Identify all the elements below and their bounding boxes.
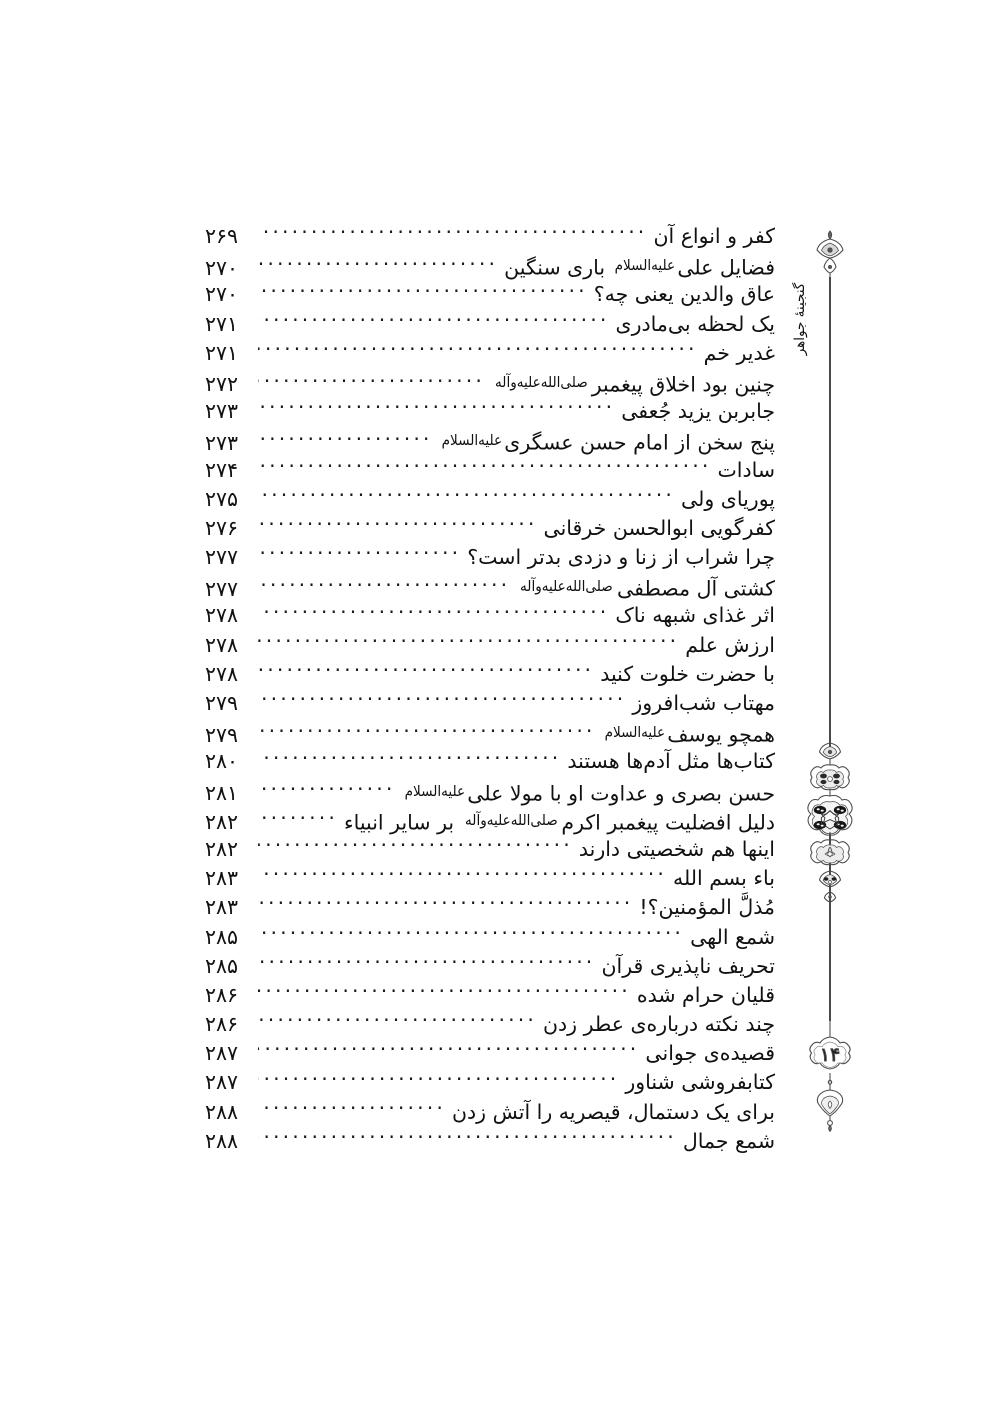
toc-leader-dots xyxy=(258,398,615,419)
toc-entry-title: مُذلَّ المؤمنین؟! xyxy=(639,895,775,920)
toc-entry-page-number: ۲۷۳ xyxy=(205,399,239,424)
toc-entry-title: کفرگویی ابوالحسن خرقانی xyxy=(543,515,775,540)
toc-entry[interactable] xyxy=(205,485,775,514)
toc-entry[interactable] xyxy=(205,747,775,776)
toc-entry-page-number: ۲۷۱ xyxy=(205,311,239,336)
toc-entry-title: برای یک دستمال، قیصریه را آتش زدن xyxy=(452,1099,775,1124)
toc-entry-page-number: ۲۷۶ xyxy=(205,515,239,540)
toc-leader-dots xyxy=(258,281,588,302)
toc-leader-dots xyxy=(258,1040,639,1061)
ornamental-side-column xyxy=(778,225,882,1165)
toc-leader-dots xyxy=(258,779,396,800)
svg-text:۱۴: ۱۴ xyxy=(819,1044,841,1066)
toc-entry[interactable] xyxy=(205,572,775,601)
toc-entry-page-number: ۲۸۶ xyxy=(205,1012,239,1037)
toc-leader-dots xyxy=(258,1069,619,1090)
persian-illumination-ornament xyxy=(778,225,882,1185)
toc-entry-title: دلیل افضلیت پیغمبر اکرمصلی‌الله‌علیه‌وآله بر سایر انبیاء xyxy=(340,806,775,838)
running-title: گنجینهٔ جواهر xyxy=(792,282,808,356)
toc-leader-dots xyxy=(258,690,626,711)
toc-entry-page-number: ۲۷۵ xyxy=(205,486,239,511)
toc-entry[interactable] xyxy=(205,777,775,806)
toc-entry[interactable] xyxy=(205,1039,775,1068)
toc-entry[interactable] xyxy=(205,1010,775,1039)
toc-entry[interactable] xyxy=(205,952,775,981)
toc-entry-page-number: ۲۸۲ xyxy=(205,810,239,835)
toc-entry-title: غدیر خم xyxy=(703,340,775,365)
toc-entry[interactable] xyxy=(205,718,775,747)
toc-entry-page-number: ۲۷۴ xyxy=(205,457,239,482)
toc-leader-dots xyxy=(258,721,596,742)
toc-entry[interactable] xyxy=(205,339,775,368)
toc-entry-page-number: ۲۷۲ xyxy=(205,372,239,397)
toc-entry-page-number: ۲۷۰ xyxy=(205,255,239,280)
toc-leader-dots xyxy=(258,748,561,769)
toc-entry-title: حسن بصری و عداوت او با مولا علیعلیه‌السلام xyxy=(398,777,775,809)
toc-leader-dots xyxy=(258,1127,677,1148)
toc-entry-title-continued: بر سایر انبیاء xyxy=(343,810,461,835)
honorific-glyph: صلی‌الله‌علیه‌وآله xyxy=(494,373,588,391)
toc-entry-page-number: ۲۸۱ xyxy=(205,780,239,805)
toc-entry-page-number: ۲۷۹ xyxy=(205,691,239,715)
toc-entry-title: شمع الهی xyxy=(690,924,775,949)
honorific-glyph: صلی‌الله‌علیه‌وآله xyxy=(520,578,613,596)
toc-entry-title: فضایل علیعلیه‌السلام باری سنگین xyxy=(500,251,775,283)
toc-entry-title: کفر و انواع آن xyxy=(653,224,775,248)
table-of-contents xyxy=(205,222,775,1156)
toc-leader-dots xyxy=(258,602,609,623)
toc-entry-page-number: ۲۷۹ xyxy=(205,722,239,747)
ornament-trefoil-lower xyxy=(820,871,841,892)
toc-entry[interactable] xyxy=(205,514,775,543)
ornament-star-medallion xyxy=(808,796,852,841)
toc-entry-title: چنین بود اخلاق پیغمبرصلی‌الله‌علیه‌وآله xyxy=(487,368,775,400)
honorific-glyph: علیه‌السلام xyxy=(441,432,502,450)
toc-leader-dots xyxy=(258,485,675,506)
toc-entry-title: چند نکته درباره‌ی عطر زدن xyxy=(543,1012,775,1037)
toc-leader-dots xyxy=(258,952,595,973)
toc-leader-dots xyxy=(258,339,698,360)
toc-leader-dots xyxy=(258,809,338,830)
toc-entry-page-number: ۲۸۷ xyxy=(205,1041,239,1066)
toc-leader-dots xyxy=(258,981,631,1002)
toc-entry-title: اینها هم شخصیتی دارند xyxy=(578,836,775,861)
toc-entry-title: شمع جمال xyxy=(682,1128,775,1153)
toc-entry-page-number: ۲۷۷ xyxy=(205,576,239,601)
toc-entry-title: کتابفروشی شناور xyxy=(625,1070,775,1095)
toc-leader-dots xyxy=(258,575,510,596)
toc-entry[interactable] xyxy=(205,923,775,952)
toc-entry[interactable] xyxy=(205,835,775,864)
toc-entry-page-number: ۲۸۵ xyxy=(205,953,239,978)
honorific-glyph: علیه‌السلام xyxy=(614,257,675,275)
toc-entry-title: چرا شراب از زنا و دزدی بدتر است؟ xyxy=(467,545,775,570)
toc-entry-title: کشتی آل مصطفیصلی‌الله‌علیه‌وآله xyxy=(512,572,775,604)
toc-leader-dots xyxy=(258,429,433,450)
toc-entry[interactable] xyxy=(205,1127,775,1156)
toc-leader-dots xyxy=(258,923,684,944)
toc-leader-dots xyxy=(258,310,610,331)
toc-entry-page-number: ۲۷۱ xyxy=(205,340,239,365)
toc-entry[interactable] xyxy=(205,806,775,835)
toc-leader-dots xyxy=(258,660,594,681)
toc-entry-title: سادات xyxy=(717,457,775,482)
toc-entry-title: اثر غذای شبهه ناک xyxy=(615,603,775,628)
toc-entry[interactable] xyxy=(205,893,775,922)
toc-entry[interactable] xyxy=(205,368,775,397)
toc-entry-page-number: ۲۸۳ xyxy=(205,895,239,920)
toc-leader-dots xyxy=(258,1098,446,1119)
toc-entry[interactable] xyxy=(205,689,775,718)
toc-entry-title: تحریف ناپذیری قرآن xyxy=(601,953,775,978)
toc-entry[interactable] xyxy=(205,397,775,426)
toc-entry[interactable] xyxy=(205,280,775,309)
toc-entry[interactable] xyxy=(205,601,775,630)
honorific-glyph: علیه‌السلام xyxy=(604,724,665,742)
toc-entry-title: باء بسم الله xyxy=(673,866,775,891)
toc-entry[interactable] xyxy=(205,310,775,339)
toc-entry-page-number: ۲۸۶ xyxy=(205,982,239,1007)
toc-leader-dots xyxy=(258,894,633,915)
toc-leader-dots xyxy=(258,631,679,652)
ornament-terminal-bud xyxy=(825,892,836,902)
toc-entry-page-number: ۲۷۰ xyxy=(205,282,239,307)
toc-entry[interactable] xyxy=(205,543,775,572)
toc-leader-dots xyxy=(258,865,667,886)
toc-entry[interactable] xyxy=(205,981,775,1010)
toc-entry[interactable] xyxy=(205,251,775,280)
page-number-medallion xyxy=(810,1021,850,1131)
toc-entry-page-number: ۲۷۸ xyxy=(205,632,239,657)
toc-entry-title: عاق والدین یعنی چه؟ xyxy=(593,282,775,307)
toc-entry-page-number: ۲۷۳ xyxy=(205,430,239,455)
toc-entry[interactable] xyxy=(205,631,775,660)
toc-leader-dots xyxy=(258,223,647,244)
toc-leader-dots xyxy=(258,254,498,275)
top-finial-icon xyxy=(817,231,843,278)
ornament-tail-drop xyxy=(817,1090,842,1131)
toc-entry-title: مهتاب شب‌افروز xyxy=(632,691,775,715)
toc-entry-page-number: ۲۷۸ xyxy=(205,661,239,686)
toc-entry-title: قلیان حرام شده xyxy=(636,982,775,1007)
honorific-glyph: علیه‌السلام xyxy=(404,782,465,800)
toc-entry[interactable] xyxy=(205,222,775,251)
toc-entry-page-number: ۲۷۸ xyxy=(205,603,239,628)
toc-entry-title: جابربن یزید جُعفی xyxy=(621,399,775,424)
toc-entry-page-number: ۲۸۳ xyxy=(205,866,239,891)
toc-entry-title: همچو یوسفعلیه‌السلام xyxy=(598,718,775,750)
toc-entry-title: پنج سخن از امام حسن عسگریعلیه‌السلام xyxy=(435,426,775,458)
toc-entry-title: پوریای ولی xyxy=(681,486,775,511)
toc-entry[interactable] xyxy=(205,660,775,689)
toc-entry-page-number: ۲۸۲ xyxy=(205,836,239,861)
toc-entry-page-number: ۲۸۷ xyxy=(205,1070,239,1095)
toc-leader-dots xyxy=(258,456,711,477)
toc-leader-dots xyxy=(258,371,485,392)
toc-entry[interactable] xyxy=(205,1098,775,1127)
toc-entry[interactable] xyxy=(205,864,775,893)
toc-entry[interactable] xyxy=(205,1068,775,1097)
toc-entry-page-number: ۲۸۸ xyxy=(205,1099,239,1124)
toc-leader-dots xyxy=(258,835,573,856)
toc-entry-title: با حضرت خلوت کنید xyxy=(600,661,775,686)
toc-entry-title-continued: باری سنگین xyxy=(504,255,612,280)
ornament-quatrefoil-1 xyxy=(811,765,850,796)
ornament-trefoil-upper xyxy=(820,743,841,765)
toc-entry-page-number: ۲۸۸ xyxy=(205,1128,239,1153)
toc-leader-dots xyxy=(258,1011,537,1032)
toc-entry-title: یک لحظه بی‌مادری xyxy=(615,311,775,336)
toc-entry[interactable] xyxy=(205,456,775,485)
toc-leader-dots xyxy=(258,544,461,565)
toc-leader-dots xyxy=(258,514,538,535)
toc-entry-title: ارزش علم xyxy=(685,632,775,657)
toc-entry-page-number: ۲۷۷ xyxy=(205,545,239,570)
honorific-glyph: صلی‌الله‌علیه‌وآله xyxy=(464,811,558,829)
toc-entry-title: کتاب‌ها مثل آدم‌ها هستند xyxy=(567,749,775,774)
toc-entry-page-number: ۲۸۰ xyxy=(205,749,239,774)
toc-entry-page-number: ۲۸۵ xyxy=(205,924,239,949)
ornament-quatrefoil-2 xyxy=(811,840,850,871)
toc-entry-title: قصیده‌ی جوانی xyxy=(645,1041,775,1066)
toc-entry-page-number: ۲۶۹ xyxy=(205,224,239,248)
toc-entry[interactable] xyxy=(205,426,775,455)
